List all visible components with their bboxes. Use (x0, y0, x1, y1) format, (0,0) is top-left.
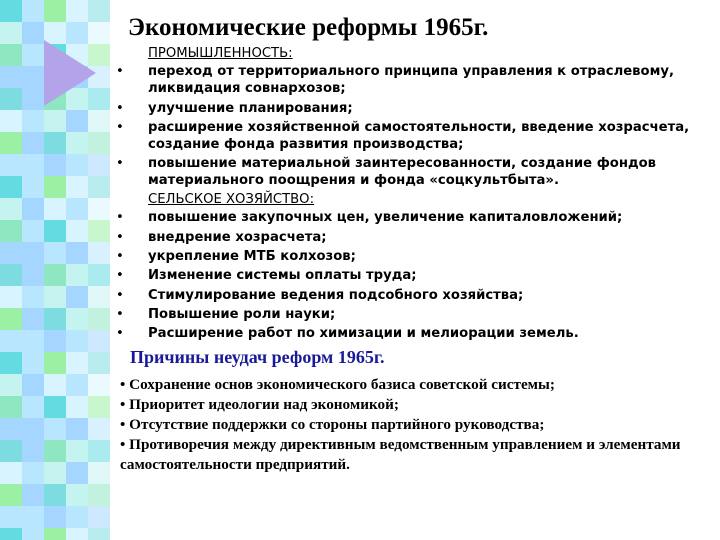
mosaic-cell (88, 308, 110, 330)
mosaic-cell (0, 176, 22, 198)
mosaic-cell (44, 242, 66, 264)
mosaic-cell (66, 352, 88, 374)
mosaic-cell (88, 154, 110, 176)
mosaic-cell (0, 44, 22, 66)
mosaic-cell (22, 242, 44, 264)
mosaic-cell (22, 440, 44, 462)
agriculture-item: • укрепление МТБ колхозов; (116, 249, 356, 264)
mosaic-cell (22, 462, 44, 484)
mosaic-cell (66, 528, 88, 540)
mosaic-cell (66, 396, 88, 418)
mosaic-cell (44, 220, 66, 242)
bullet-icon: • (116, 210, 124, 225)
failure-reason: • Противоречия между директивным ведомственным управлением и элементами самостоятельности предприятий. (120, 436, 681, 473)
mosaic-cell (0, 352, 22, 374)
mosaic-cell (88, 396, 110, 418)
mosaic-cell (0, 308, 22, 330)
mosaic-cell (88, 264, 110, 286)
mosaic-cell (66, 374, 88, 396)
mosaic-cell (44, 308, 66, 330)
mosaic-cell (66, 154, 88, 176)
bullet-icon: • (116, 64, 124, 79)
triangle-decoration-icon (44, 40, 96, 106)
mosaic-cell (66, 110, 88, 132)
mosaic-cell (22, 484, 44, 506)
bullet-icon: • (116, 307, 124, 322)
bullet-icon: • (116, 101, 124, 116)
mosaic-cell (22, 374, 44, 396)
mosaic-cell (0, 286, 22, 308)
mosaic-cell (0, 198, 22, 220)
mosaic-cell (0, 0, 22, 22)
mosaic-cell (22, 198, 44, 220)
mosaic-cell (88, 110, 110, 132)
industry-item: • повышение материальной заинтересованности, создание фондов материального поощрения и фонда «соцкультбыта». (116, 156, 657, 188)
bullet-icon: • (116, 156, 124, 171)
mosaic-cell (22, 88, 44, 110)
mosaic-cell (88, 286, 110, 308)
mosaic-cell (66, 286, 88, 308)
mosaic-cell (66, 462, 88, 484)
mosaic-cell (22, 22, 44, 44)
bullet-icon: • (116, 249, 124, 264)
mosaic-cell (0, 220, 22, 242)
mosaic-cell (66, 220, 88, 242)
mosaic-cell (88, 220, 110, 242)
mosaic-cell (22, 506, 44, 528)
mosaic-cell (44, 418, 66, 440)
mosaic-cell (44, 352, 66, 374)
mosaic-cell (66, 264, 88, 286)
mosaic-cell (44, 264, 66, 286)
agriculture-item: • Повышение роли науки; (116, 307, 336, 322)
mosaic-cell (88, 484, 110, 506)
mosaic-cell (66, 242, 88, 264)
mosaic-cell (0, 418, 22, 440)
mosaic-cell (22, 44, 44, 66)
mosaic-cell (0, 66, 22, 88)
mosaic-cell (66, 506, 88, 528)
mosaic-cell (44, 396, 66, 418)
mosaic-cell (44, 0, 66, 22)
mosaic-cell (44, 176, 66, 198)
agriculture-item: • Расширение работ по химизации и мелиорации земель. (116, 326, 579, 341)
mosaic-cell (66, 440, 88, 462)
agriculture-heading: СЕЛЬСКОЕ ХОЗЯЙСТВО: (148, 192, 315, 207)
bullet-icon: • (120, 436, 130, 453)
mosaic-cell (22, 264, 44, 286)
mosaic-cell (44, 110, 66, 132)
mosaic-cell (88, 352, 110, 374)
mosaic-cell (0, 528, 22, 540)
mosaic-cell (88, 374, 110, 396)
mosaic-cell (0, 242, 22, 264)
mosaic-cell (44, 286, 66, 308)
industry-item: • переход от территориального принципа управления к отраслевому, ликвидация совнархозов; (116, 64, 674, 96)
mosaic-cell (44, 132, 66, 154)
mosaic-cell (44, 440, 66, 462)
mosaic-cell (22, 352, 44, 374)
mosaic-cell (0, 506, 22, 528)
mosaic-cell (66, 484, 88, 506)
mosaic-cell (22, 132, 44, 154)
mosaic-cell (22, 396, 44, 418)
mosaic-cell (44, 374, 66, 396)
mosaic-cell (0, 330, 22, 352)
mosaic-cell (88, 0, 110, 22)
mosaic-cell (0, 440, 22, 462)
mosaic-cell (66, 308, 88, 330)
mosaic-cell (22, 286, 44, 308)
mosaic-cell (44, 462, 66, 484)
agriculture-item: • Стимулирование ведения подсобного хозяйства; (116, 288, 524, 303)
agriculture-item: • Изменение системы оплаты труда; (116, 268, 417, 283)
mosaic-cell (88, 242, 110, 264)
mosaic-cell (22, 110, 44, 132)
mosaic-cell (22, 418, 44, 440)
mosaic-cell (22, 220, 44, 242)
mosaic-cell (0, 110, 22, 132)
industry-heading: ПРОМЫШЛЕННОСТЬ: (148, 46, 293, 61)
mosaic-cell (0, 396, 22, 418)
mosaic-cell (44, 198, 66, 220)
mosaic-cell (88, 418, 110, 440)
mosaic-cell (88, 528, 110, 540)
mosaic-cell (0, 484, 22, 506)
bullet-icon: • (120, 396, 130, 413)
mosaic-cell (66, 198, 88, 220)
mosaic-cell (22, 66, 44, 88)
bullet-icon: • (116, 120, 124, 135)
industry-item: • расширение хозяйственной самостоятельности, введение хозрасчета, создание фонда развития производства; (116, 120, 690, 152)
failure-reason: • Приоритет идеологии над экономикой; (120, 396, 399, 413)
bullet-icon: • (116, 288, 124, 303)
mosaic-cell (22, 154, 44, 176)
mosaic-cell (44, 506, 66, 528)
mosaic-cell (0, 264, 22, 286)
mosaic-cell (44, 484, 66, 506)
bullet-icon: • (116, 326, 124, 341)
mosaic-cell (0, 374, 22, 396)
industry-item: • улучшение планирования; (116, 101, 353, 116)
mosaic-cell (44, 330, 66, 352)
bullet-icon: • (120, 416, 130, 433)
bullet-icon: • (116, 268, 124, 283)
mosaic-cell (44, 528, 66, 540)
mosaic-cell (66, 176, 88, 198)
mosaic-cell (0, 88, 22, 110)
mosaic-cell (22, 176, 44, 198)
mosaic-cell (22, 330, 44, 352)
mosaic-cell (22, 308, 44, 330)
failures-heading: Причины неудач реформ 1965г. (130, 347, 385, 367)
mosaic-cell (0, 154, 22, 176)
mosaic-cell (22, 528, 44, 540)
agriculture-item: • повышение закупочных цен, увеличение капиталовложений; (116, 210, 623, 225)
mosaic-cell (88, 132, 110, 154)
failure-reason: • Сохранение основ экономического базиса советской системы; (120, 376, 555, 393)
mosaic-cell (66, 330, 88, 352)
bullet-icon: • (116, 230, 124, 245)
mosaic-cell (88, 330, 110, 352)
bullet-icon: • (120, 376, 130, 393)
mosaic-cell (88, 440, 110, 462)
failure-reason: • Отсутствие поддержки со стороны партийного руководства; (120, 416, 545, 433)
mosaic-cell (88, 462, 110, 484)
mosaic-cell (44, 154, 66, 176)
mosaic-cell (88, 506, 110, 528)
mosaic-cell (66, 418, 88, 440)
mosaic-cell (22, 0, 44, 22)
mosaic-cell (0, 462, 22, 484)
mosaic-cell (66, 132, 88, 154)
mosaic-cell (88, 198, 110, 220)
slide-title: Экономические реформы 1965г. (128, 14, 489, 41)
mosaic-cell (0, 22, 22, 44)
agriculture-item: • внедрение хозрасчета; (116, 230, 327, 245)
mosaic-cell (66, 0, 88, 22)
mosaic-cell (0, 132, 22, 154)
mosaic-cell (88, 176, 110, 198)
